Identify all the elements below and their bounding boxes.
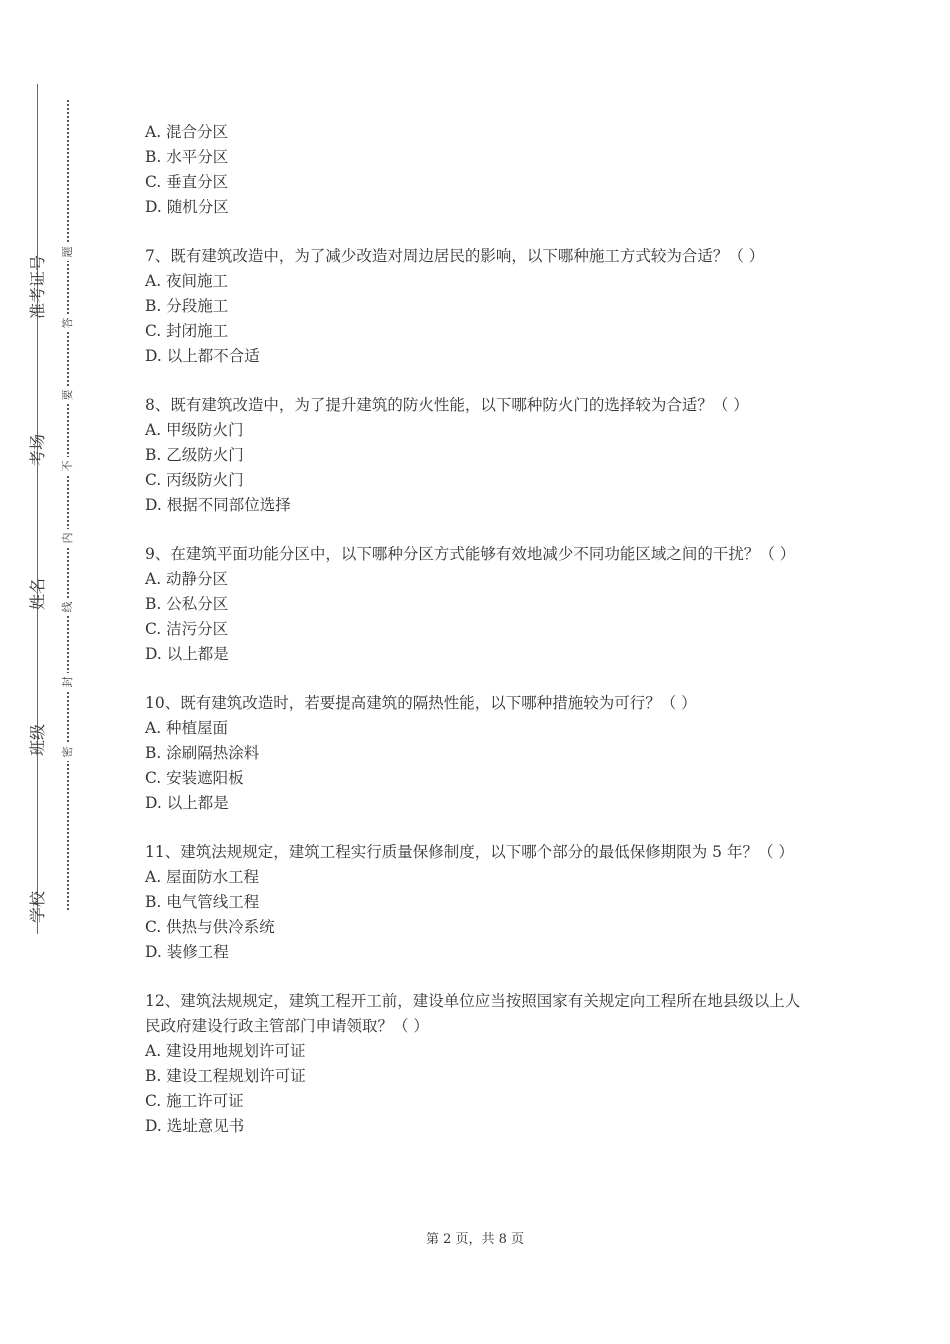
field-name-label: 姓名 xyxy=(28,578,47,611)
option-b: B. 乙级防火门 xyxy=(145,446,244,464)
option-d: D. 以上都是 xyxy=(145,645,229,663)
seal-char: 封 xyxy=(61,673,75,691)
option-a: A. 甲级防火门 xyxy=(145,421,244,439)
question-stem: 8、既有建筑改造中，为了提升建筑的防火性能，以下哪种防火门的选择较为合适？（ ） xyxy=(145,396,749,414)
option-d: D. 装修工程 xyxy=(145,943,229,961)
option-b: B. 涂刷隔热涂料 xyxy=(145,744,260,762)
question-block xyxy=(145,542,805,667)
option-a: A. 动静分区 xyxy=(145,570,229,588)
option-c: C. 封闭施工 xyxy=(145,322,229,340)
question-stem: 11、建筑法规规定，建筑工程实行质量保修制度，以下哪个部分的最低保修期限为 5 年？（ ） xyxy=(145,843,794,861)
field-exam-room-label: 考场 xyxy=(28,434,47,467)
option-a: A. 种植屋面 xyxy=(145,719,229,737)
option-b: B. 水平分区 xyxy=(145,148,229,166)
option-c: C. 垂直分区 xyxy=(145,173,229,191)
option-c: C. 丙级防火门 xyxy=(145,471,244,489)
binding-solid-line xyxy=(37,84,38,934)
option-d: D. 以上都不合适 xyxy=(145,347,260,365)
option-d: D. 根据不同部位选择 xyxy=(145,496,291,514)
option-c: C. 安装遮阳板 xyxy=(145,769,244,787)
field-school-label: 学校 xyxy=(28,891,47,924)
option-c: C. 施工许可证 xyxy=(145,1092,244,1110)
option-b: B. 建设工程规划许可证 xyxy=(145,1067,306,1085)
question-block xyxy=(145,244,805,369)
question-stem: 9、在建筑平面功能分区中，以下哪种分区方式能够有效地减少不同功能区域之间的干扰？（ ） xyxy=(145,545,796,563)
option-d: D. 以上都是 xyxy=(145,794,229,812)
option-d: D. 选址意见书 xyxy=(145,1117,245,1135)
field-admission-number-label: 准考证号 xyxy=(28,255,47,320)
page-footer: 第 2 页，共 8 页 xyxy=(425,1232,525,1247)
option-c: C. 供热与供冷系统 xyxy=(145,918,275,936)
question-block xyxy=(145,840,805,965)
seal-char: 答 xyxy=(61,314,75,332)
question-block xyxy=(145,120,805,220)
option-b: B. 公私分区 xyxy=(145,595,229,613)
option-a: A. 屋面防水工程 xyxy=(145,868,260,886)
option-b: B. 分段施工 xyxy=(145,297,229,315)
seal-char: 要 xyxy=(61,386,75,404)
question-stem: 12、建筑法规规定，建筑工程开工前，建设单位应当按照国家有关规定向工程所在地县级以上人民政府建设行政主管部门申请领取？（ ） xyxy=(145,992,801,1035)
option-d: D. 随机分区 xyxy=(145,198,229,216)
question-stem: 7、既有建筑改造中，为了减少改造对周边居民的影响，以下哪种施工方式较为合适？（ ） xyxy=(145,247,765,265)
question-list xyxy=(145,120,805,1163)
question-stem: 10、既有建筑改造时，若要提高建筑的隔热性能，以下哪种措施较为可行？（ ） xyxy=(145,694,697,712)
seal-dotted-line xyxy=(67,100,69,910)
option-a: A. 建设用地规划许可证 xyxy=(145,1042,306,1060)
seal-char: 密 xyxy=(61,743,75,761)
question-block xyxy=(145,989,805,1139)
option-a: A. 混合分区 xyxy=(145,123,229,141)
seal-char: 线 xyxy=(61,598,75,616)
question-block xyxy=(145,691,805,816)
option-a: A. 夜间施工 xyxy=(145,272,229,290)
option-c: C. 洁污分区 xyxy=(145,620,229,638)
option-b: B. 电气管线工程 xyxy=(145,893,260,911)
seal-char: 题 xyxy=(61,243,75,261)
field-class-label: 班级 xyxy=(28,724,47,757)
seal-char: 不 xyxy=(61,457,75,475)
question-block xyxy=(145,393,805,518)
seal-char: 内 xyxy=(61,529,75,547)
